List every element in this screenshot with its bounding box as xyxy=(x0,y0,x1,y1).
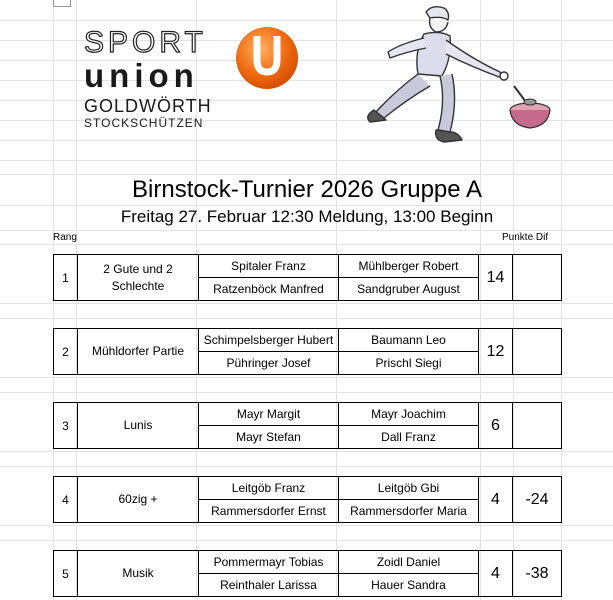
team-dif: -38 xyxy=(513,551,562,597)
logo-sport-text: SPORT xyxy=(84,26,207,59)
player-name: Pommermayr Tobias xyxy=(199,551,339,574)
player-name: Mayr Joachim xyxy=(339,403,479,426)
player-name: Rammersdorfer Ernst xyxy=(199,500,339,523)
union-u-icon xyxy=(235,26,299,90)
team-rank: 4 xyxy=(54,477,78,523)
team-dif xyxy=(513,329,562,375)
team-name: 60zig + xyxy=(78,477,199,523)
tournament-title: Birnstock-Turnier 2026 Gruppe A xyxy=(132,176,482,203)
player-name: Spitaler Franz xyxy=(199,255,339,278)
team-row xyxy=(53,328,562,375)
player-name: Reinthaler Larissa xyxy=(199,574,339,597)
team-name: Mühldorfer Partie xyxy=(78,329,199,375)
player-name: Mayr Margit xyxy=(199,403,339,426)
team-name: 2 Gute und 2 Schlechte xyxy=(78,255,199,301)
player-name: Dall Franz xyxy=(339,426,479,449)
team-row xyxy=(53,476,562,523)
player-name: Hauer Sandra xyxy=(339,574,479,597)
team-dif xyxy=(513,403,562,449)
rang-column-label: Rang xyxy=(53,232,77,243)
team-points: 4 xyxy=(479,477,513,523)
player-name: Schimpelsberger Hubert xyxy=(199,329,339,352)
player-name: Mühlberger Robert xyxy=(339,255,479,278)
team-points: 14 xyxy=(479,255,513,301)
team-row xyxy=(53,550,562,597)
player-name: Mayr Stefan xyxy=(199,426,339,449)
player-name: Leitgöb Gbi xyxy=(339,477,479,500)
punkte-dif-column-label: Punkte Dif xyxy=(502,232,549,243)
team-dif xyxy=(513,255,562,301)
team-dif: -24 xyxy=(513,477,562,523)
player-name: Zoidl Daniel xyxy=(339,551,479,574)
player-name: Pühringer Josef xyxy=(199,352,339,375)
team-row xyxy=(53,254,562,301)
team-points: 6 xyxy=(479,403,513,449)
player-name: Sandgruber August xyxy=(339,278,479,301)
eisstock-icon xyxy=(510,86,550,128)
team-rank: 2 xyxy=(54,329,78,375)
cell-marker xyxy=(53,0,71,7)
player-name: Baumann Leo xyxy=(339,329,479,352)
player-name: Ratzenböck Manfred xyxy=(199,278,339,301)
player-name: Leitgöb Franz xyxy=(199,477,339,500)
player-name: Rammersdorfer Maria xyxy=(339,500,479,523)
logo-union-text: union xyxy=(84,57,199,94)
logo-goldwoerth-text: GOLDWÖRTH xyxy=(84,96,212,116)
player-name: Prischl Siegi xyxy=(339,352,479,375)
team-points: 12 xyxy=(479,329,513,375)
team-row xyxy=(53,402,562,449)
team-rank: 1 xyxy=(54,255,78,301)
team-points: 4 xyxy=(479,551,513,597)
tournament-date-info: Freitag 27. Februar 12:30 Meldung, 13:00 Beginn xyxy=(120,207,494,226)
team-name: Musik xyxy=(78,551,199,597)
team-rank: 5 xyxy=(54,551,78,597)
sport-union-logo xyxy=(84,26,304,130)
stock-player-illustration xyxy=(354,2,554,152)
team-rank: 3 xyxy=(54,403,78,449)
logo-stockschuetzen-text: STOCKSCHÜTZEN xyxy=(84,116,204,130)
team-name: Lunis xyxy=(78,403,199,449)
